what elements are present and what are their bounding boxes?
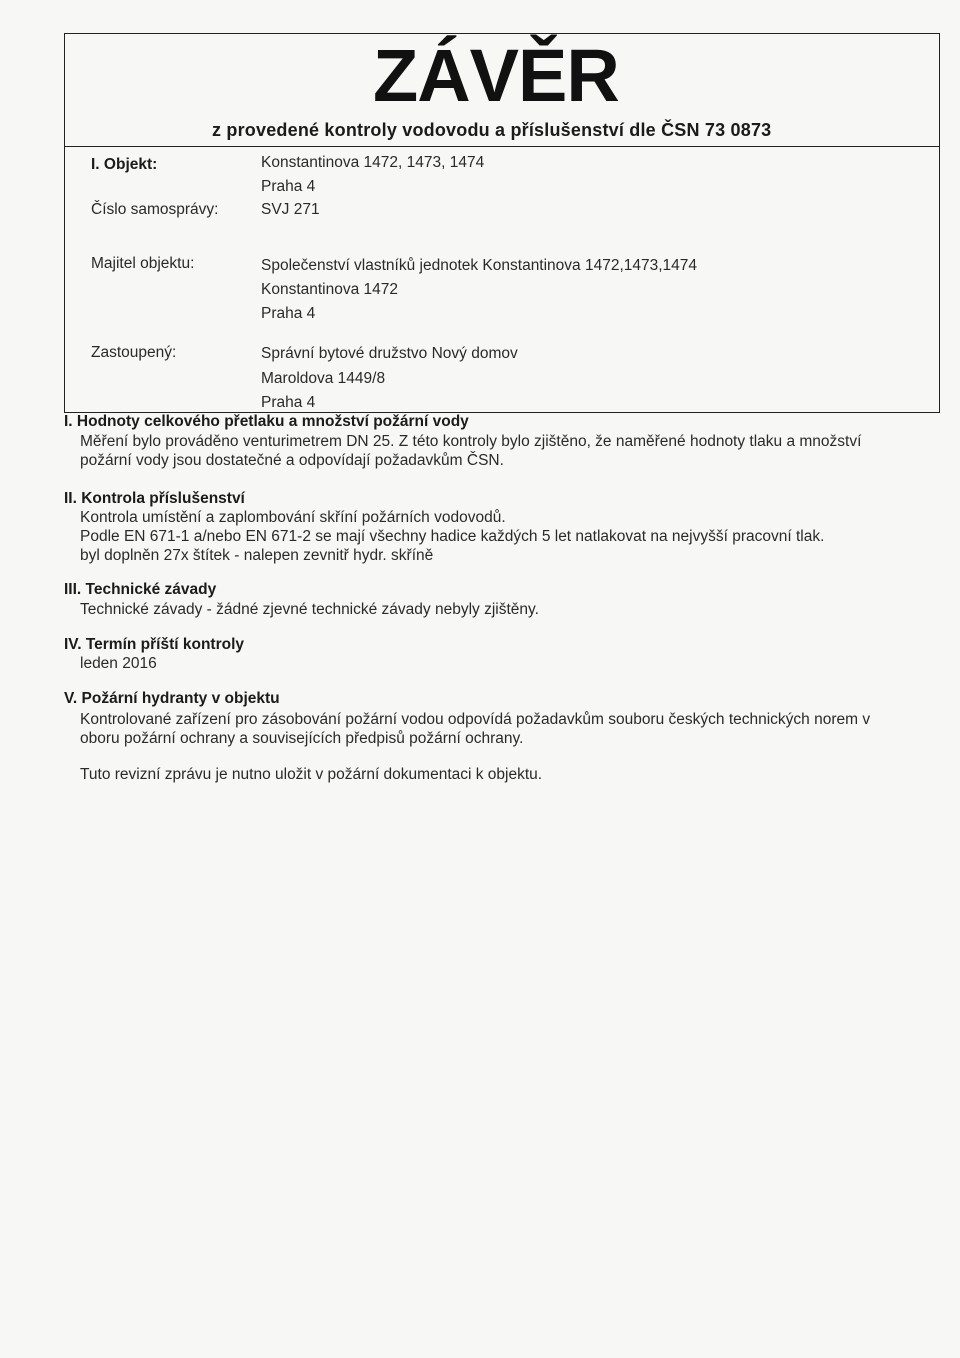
section-text: Technické závady - žádné zjevné technické závady nebyly zjištěny. — [80, 601, 539, 618]
section-text: leden 2016 — [80, 655, 157, 672]
object-address-line: Konstantinova 1472, 1473, 1474 — [261, 154, 485, 171]
number-value: SVJ 271 — [261, 201, 320, 218]
title-divider — [64, 146, 940, 147]
owner-line: Konstantinova 1472 — [261, 281, 399, 298]
owner-label: Majitel objektu: — [91, 255, 195, 272]
section-heading: V. Požární hydranty v objektu — [64, 690, 280, 707]
section-heading: II. Kontrola příslušenství — [64, 490, 245, 507]
section-heading: III. Technické závady — [64, 581, 217, 598]
number-label: Číslo samosprávy: — [91, 201, 219, 218]
representative-line: Praha 4 — [261, 394, 316, 411]
section-text: oboru požární ochrany a souvisejících předpisů požární ochrany. — [80, 730, 524, 747]
section-text: Měření bylo prováděno venturimetrem DN 25. Z této kontroly bylo zjištěno, že naměřené hodnoty tlaku a množství — [80, 433, 862, 450]
footer-note: Tuto revizní zprávu je nutno uložit v požární dokumentaci k objektu. — [80, 766, 543, 783]
representative-line: Správní bytové družstvo Nový domov — [261, 345, 518, 362]
section-text: Kontrolované zařízení pro zásobování požární vodou odpovídá požadavkům souboru českých technických norem v — [80, 711, 871, 728]
owner-line: Praha 4 — [261, 305, 316, 322]
section-heading: IV. Termín příští kontroly — [64, 636, 245, 653]
owner-line: Společenství vlastníků jednotek Konstantinova 1472,1473,1474 — [261, 257, 698, 274]
object-label: I. Objekt: — [91, 156, 158, 173]
document-subtitle: z provedené kontroly vodovodu a příslušenství dle ČSN 73 0873 — [212, 120, 772, 140]
section-text: požární vody jsou dostatečné a odpovídají požadavkům ČSN. — [80, 452, 504, 469]
object-address-line: Praha 4 — [261, 178, 316, 195]
document-title: ZÁVĚR — [373, 34, 619, 117]
section-heading: I. Hodnoty celkového přetlaku a množství požární vody — [64, 413, 469, 430]
section-text: byl doplněn 27x štítek - nalepen zevnitř hydr. skříně — [80, 547, 434, 564]
section-text: Kontrola umístění a zaplombování skříní požárních vodovodů. — [80, 509, 506, 526]
section-text: Podle EN 671-1 a/nebo EN 671-2 se mají všechny hadice každých 5 let natlakovat na nejvyšší pracovní tlak. — [80, 528, 825, 545]
representative-label: Zastoupený: — [91, 344, 177, 361]
representative-line: Maroldova 1449/8 — [261, 370, 386, 387]
